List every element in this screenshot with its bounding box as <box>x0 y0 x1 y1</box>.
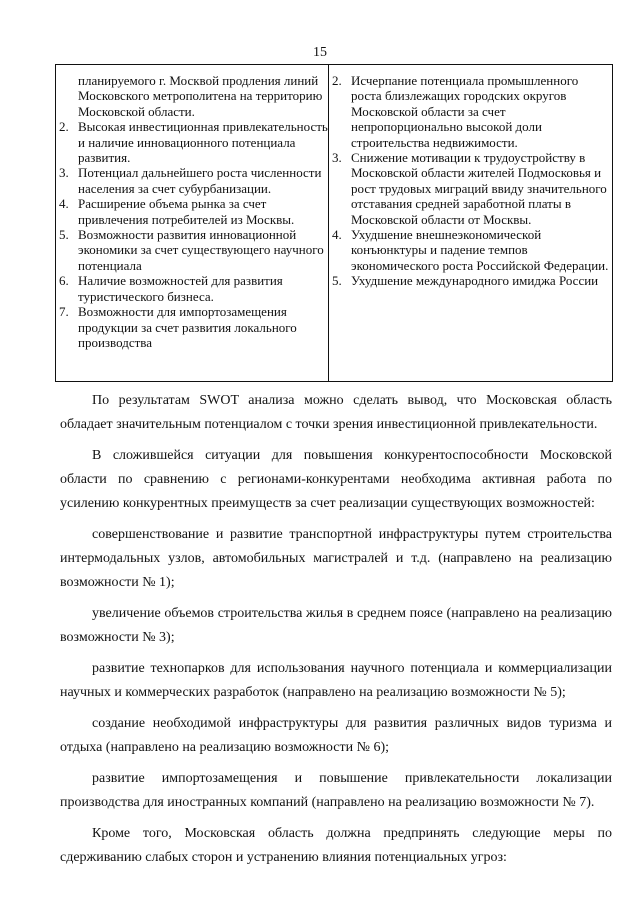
threats-cell <box>329 65 613 382</box>
item-text: Ухудшение международного имиджа России <box>351 273 599 289</box>
threats-list <box>329 65 612 289</box>
list-item <box>332 273 612 288</box>
item-text: планируемого г. Москвой продления линий Московского метрополитена на территорию Московской области. <box>78 73 323 119</box>
paragraph: По результатам SWOT анализа можно сделать вывод, что Московская область обладает значительным потенциалом с точки зрения инвестиционной привлекательности. <box>60 393 612 432</box>
swot-table <box>55 64 613 382</box>
item-text: Расширение объема рынка за счет привлечения потребителей из Москвы. <box>78 196 295 227</box>
item-text: Потенциал дальнейшего роста численности населения за счет субурбанизации. <box>78 165 322 196</box>
item-number: 7. <box>59 304 69 320</box>
item-number: 5. <box>59 227 69 243</box>
item-text: Возможности для импортозамещения продукции за счет развития локального производства <box>78 304 297 350</box>
list-item <box>332 150 612 227</box>
opportunities-list <box>56 65 328 350</box>
item-text: Высокая инвестиционная привлекательность и наличие инновационного потенциала развития. <box>78 119 328 166</box>
list-item <box>59 73 328 119</box>
item-text: Возможности развития инновационной экономики за счет существующего научного потенциала <box>78 227 324 273</box>
body-text <box>60 389 612 877</box>
item-text: Наличие возможностей для развития туристического бизнеса. <box>78 273 283 304</box>
paragraph: Кроме того, Московская область должна предпринять следующие меры по сдерживанию слабых сторон и устранению влияния потенциальных угроз: <box>60 826 612 865</box>
item-number: 4. <box>332 227 342 243</box>
paragraph: развитие импортозамещения и повышение привлекательности локализации производства для иностранных компаний (направлено на реализацию возможности № 7). <box>60 771 612 810</box>
item-number: 3. <box>59 165 69 181</box>
paragraph: совершенствование и развитие транспортной инфраструктуры путем строительства интермодальных узлов, автомобильных магистралей и т.д. (направлено на реализацию возможности № 1); <box>60 527 612 590</box>
list-item <box>59 227 328 273</box>
item-text: Исчерпание потенциала промышленного роста близлежащих городских округов Московской области за счет непропорционально высокой доли строительства недвижимости. <box>351 73 579 150</box>
table-row <box>56 65 613 382</box>
list-item <box>59 273 328 304</box>
list-item <box>59 196 328 227</box>
item-number: 2. <box>332 73 342 88</box>
item-text: Снижение мотивации к трудоустройству в Московской области жителей Подмосковья и рост трудовых миграций ввиду значительного отставания средней заработной платы в Московской области от Москвы. <box>351 150 607 227</box>
paragraph: создание необходимой инфраструктуры для развития различных видов туризма и отдыха (направлено на реализацию возможности № 6); <box>60 716 612 755</box>
item-number: 4. <box>59 196 69 212</box>
opportunities-cell <box>56 65 329 382</box>
page-number: 15 <box>313 45 327 60</box>
list-item <box>59 119 328 165</box>
paragraph: В сложившейся ситуации для повышения конкурентоспособности Московской области по сравнению с регионами-конкурентами необходима активная работа по усилению конкурентных преимуществ за счет реализации существующих возможностей: <box>60 448 612 511</box>
paragraph: развитие технопарков для использования научного потенциала и коммерциализации научных и коммерческих разработок (направлено на реализацию возможности № 5); <box>60 661 612 700</box>
list-item <box>332 73 612 150</box>
list-item <box>332 227 612 273</box>
list-item <box>59 165 328 196</box>
item-number: 5. <box>332 273 342 289</box>
item-number: 3. <box>332 150 342 166</box>
item-text: Ухудшение внешнеэкономической конъюнктуры и падение темпов экономического роста Российской Федерации. <box>351 227 609 273</box>
item-number: 6. <box>59 273 69 289</box>
paragraph: увеличение объемов строительства жилья в среднем поясе (направлено на реализацию возможности № 3); <box>60 606 612 645</box>
item-number: 2. <box>59 119 69 135</box>
list-item <box>59 304 328 350</box>
